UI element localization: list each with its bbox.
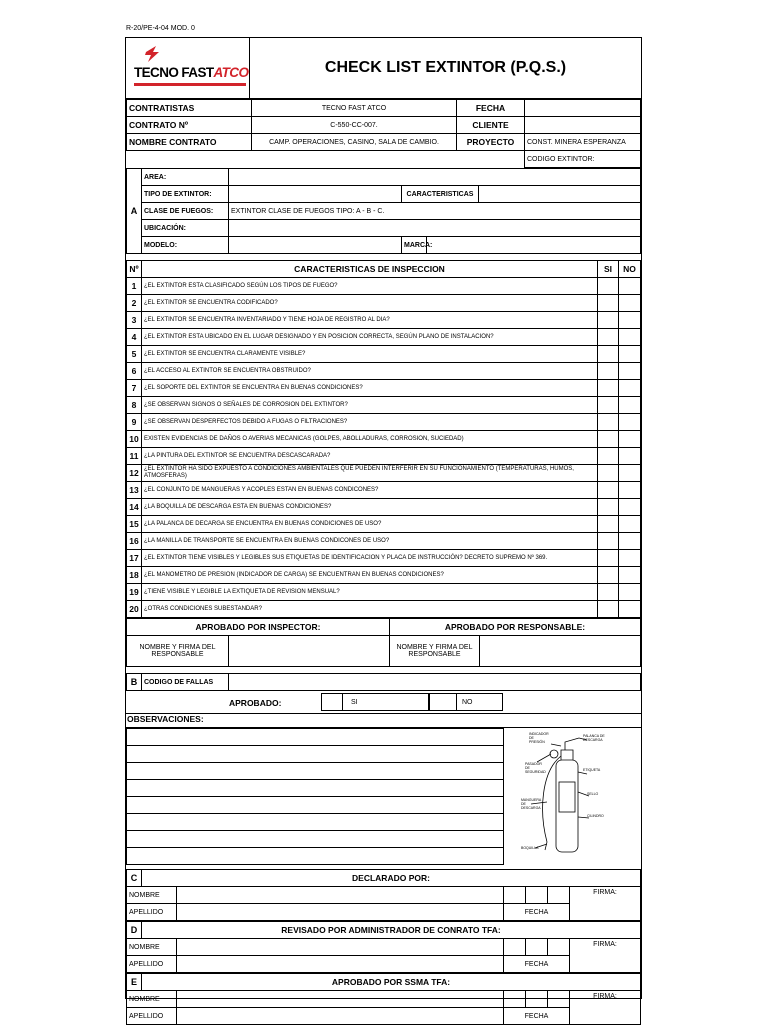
- diagram-label: ETIQUETA: [583, 768, 601, 772]
- firma-label: FIRMA:: [593, 993, 617, 1000]
- marca-label: MARCA:: [402, 237, 427, 254]
- observaciones-label: OBSERVACIONES:: [126, 713, 641, 727]
- fecha-day-field[interactable]: [504, 939, 526, 956]
- section-letter: C: [127, 870, 142, 887]
- inspection-si-cell[interactable]: [598, 295, 619, 312]
- inspection-question: ¿TIENE VISIBLE Y LEGIBLE LA EXTIQUETA DE REVISION MENSUAL?: [142, 584, 598, 601]
- inspection-question: ¿EL EXTINTOR ESTA CLASIFICADO SEGÚN LOS TIPOS DE FUEGO?: [142, 278, 598, 295]
- inspection-no-cell[interactable]: [619, 278, 641, 295]
- inspection-row: [127, 414, 641, 431]
- nombre-label: NOMBRE: [127, 887, 177, 904]
- inspection-number: 3: [127, 312, 142, 329]
- marca-field[interactable]: [427, 237, 641, 254]
- proyecto-value[interactable]: CONST. MINERA ESPERANZA: [525, 134, 641, 151]
- area-label: AREA:: [142, 169, 229, 186]
- inspection-question: ¿SE OBSERVAN DESPERFECTOS DEBIDO A FUGAS O FILTRACIONES?: [142, 414, 598, 431]
- inspection-no-cell[interactable]: [619, 346, 641, 363]
- logo-text-atco: ATCO: [213, 65, 249, 80]
- inspection-question: ¿EL EXTINTOR SE ENCUENTRA CLARAMENTE VISIBLE?: [142, 346, 598, 363]
- page-title: CHECK LIST EXTINTOR (P.Q.S.): [324, 59, 567, 76]
- clase-fuegos-value[interactable]: EXTINTOR CLASE DE FUEGOS TIPO: A - B - C.: [229, 203, 641, 220]
- inspection-row: [127, 329, 641, 346]
- inspection-no-cell[interactable]: [619, 380, 641, 397]
- inspection-no-cell[interactable]: [619, 516, 641, 533]
- section-b-table: [126, 673, 641, 691]
- observaciones-lines: [126, 728, 504, 865]
- contract-info-table: [126, 99, 641, 168]
- inspection-si-cell[interactable]: [598, 584, 619, 601]
- modelo-label: MODELO:: [142, 237, 229, 254]
- nombre-field[interactable]: [177, 991, 504, 1008]
- inspection-si-cell[interactable]: [598, 550, 619, 567]
- inspection-si-cell[interactable]: [598, 499, 619, 516]
- firma-label: FIRMA:: [593, 941, 617, 948]
- aprobado-si-checkbox[interactable]: [321, 693, 343, 711]
- observacion-line[interactable]: [127, 797, 504, 814]
- inspection-no-cell[interactable]: [619, 584, 641, 601]
- inspection-row: [127, 448, 641, 465]
- section-b-letter: B: [127, 674, 142, 691]
- inspection-no-cell[interactable]: [619, 499, 641, 516]
- inspection-row: [127, 295, 641, 312]
- codigo-fallas-label: CODIGO DE FALLAS: [142, 674, 229, 691]
- inspection-number: 10: [127, 431, 142, 448]
- cliente-label: CLIENTE: [457, 117, 525, 134]
- inspection-items: [127, 278, 641, 618]
- inspection-si-cell[interactable]: [598, 329, 619, 346]
- inspection-row: [127, 584, 641, 601]
- ubicacion-field[interactable]: [229, 220, 641, 237]
- observacion-line[interactable]: [127, 763, 504, 780]
- inspector-firma-label: NOMBRE Y FIRMA DEL RESPONSABLE: [127, 636, 229, 667]
- inspection-question: ¿LA PALANCA DE DECARGA SE ENCUENTRA EN BUENAS CONDICIONES DE USO?: [142, 516, 598, 533]
- section-title: DECLARADO POR:: [142, 870, 641, 887]
- logo-text: [134, 65, 248, 80]
- firma-field[interactable]: [570, 939, 641, 973]
- inspection-row: [127, 278, 641, 295]
- diagram-label: BOQUILLA: [521, 846, 539, 850]
- fecha-year-field[interactable]: [548, 939, 570, 956]
- inspection-row: [127, 465, 641, 482]
- section-title: REVISADO POR ADMINISTRADOR DE CONRATO TFA:: [142, 922, 641, 939]
- inspection-question: ¿EL EXTINTOR HA SIDO EXPUESTO A CONDICIONES AMBIENTALES QUE PUEDEN INTERFERIR EN SU FUNCIONAMIENTO (TEMPERATURAS, HUMOS, ATMOSFERAS): [142, 465, 598, 482]
- signoff-table: [126, 869, 641, 921]
- firma-label: FIRMA:: [593, 889, 617, 896]
- responsable-firma-label: NOMBRE Y FIRMA DEL RESPONSABLE: [390, 636, 480, 667]
- inspection-row: [127, 601, 641, 618]
- inspector-firma-field[interactable]: [229, 636, 390, 667]
- inspection-number: 17: [127, 550, 142, 567]
- diagram-label: CILINDRO: [587, 814, 604, 818]
- inspection-no-cell[interactable]: [619, 312, 641, 329]
- apellido-field[interactable]: [177, 1008, 504, 1025]
- inspection-row: [127, 363, 641, 380]
- area-field[interactable]: [229, 169, 641, 186]
- inspection-number: 14: [127, 499, 142, 516]
- inspection-question: ¿LA BOQUILLA DE DESCARGA ESTA EN BUENAS CONDICIONES?: [142, 499, 598, 516]
- inspection-row: [127, 516, 641, 533]
- diagram-label: SELLO: [587, 792, 599, 796]
- inspection-number: 11: [127, 448, 142, 465]
- fecha-label: FECHA: [504, 956, 570, 973]
- checklist-sheet: [125, 37, 642, 1020]
- inspection-number: 2: [127, 295, 142, 312]
- inspection-si-cell[interactable]: [598, 516, 619, 533]
- diagram-label: MANGUERA DE DESCARGA: [521, 798, 542, 810]
- inspection-si-cell[interactable]: [598, 533, 619, 550]
- section-letter: D: [127, 922, 142, 939]
- aprobado-si-label: SI: [343, 693, 429, 711]
- inspection-si-cell[interactable]: [598, 414, 619, 431]
- inspection-question: ¿EL CONJUNTO DE MANGUERAS Y ACOPLES ESTAN EN BUENAS CONDICONES?: [142, 482, 598, 499]
- observacion-line[interactable]: [127, 780, 504, 797]
- inspection-no-cell[interactable]: [619, 431, 641, 448]
- firma-field[interactable]: [570, 887, 641, 921]
- nombre-contrato-label: NOMBRE CONTRATO: [127, 134, 252, 151]
- nombre-field[interactable]: [177, 939, 504, 956]
- inspection-no-cell[interactable]: [619, 448, 641, 465]
- inspection-question: ¿EL EXTINTOR ESTA UBICADO EN EL LUGAR DESIGNADO Y EN POSICION CORRECTA, SEGÚN PLANO DE INSTALACION?: [142, 329, 598, 346]
- aprobado-inspector-label: APROBADO POR INSPECTOR:: [127, 619, 390, 636]
- observacion-line[interactable]: [127, 814, 504, 831]
- fecha-month-field[interactable]: [526, 939, 548, 956]
- signoff-table: [126, 921, 641, 973]
- inspection-question: ¿EL EXTINTOR SE ENCUENTRA CODIFICADO?: [142, 295, 598, 312]
- codigo-fallas-field[interactable]: [229, 674, 641, 691]
- aprobado-no-label: NO: [457, 693, 503, 711]
- blank-cell: [127, 151, 525, 168]
- inspection-row: [127, 533, 641, 550]
- modelo-field[interactable]: [229, 237, 402, 254]
- inspection-si-cell[interactable]: [598, 482, 619, 499]
- inspection-no-cell[interactable]: [619, 414, 641, 431]
- inspection-no-cell[interactable]: [619, 295, 641, 312]
- logo-text-tecnofast: TECNO FAST: [134, 65, 214, 80]
- inspection-question: ¿LA PINTURA DEL EXTINTOR SE ENCUENTRA DESCASCARADA?: [142, 448, 598, 465]
- inspection-no-cell[interactable]: [619, 550, 641, 567]
- diagram-label: INDICADOR DE PRESIÓN: [529, 732, 549, 744]
- apellido-label: APELLIDO: [127, 956, 177, 973]
- section-a-table: [126, 168, 641, 254]
- inspection-row: [127, 567, 641, 584]
- inspection-row: [127, 550, 641, 567]
- cliente-field[interactable]: [525, 117, 641, 134]
- nombre-contrato-value[interactable]: CAMP. OPERACIONES, CASINO, SALA DE CAMBIO.: [252, 134, 457, 151]
- contratistas-label: CONTRATISTAS: [127, 100, 252, 117]
- inspection-si-cell[interactable]: [598, 448, 619, 465]
- inspection-row: [127, 346, 641, 363]
- aprobado-row: [126, 691, 641, 713]
- company-logo: [126, 38, 250, 98]
- inspection-number: 8: [127, 397, 142, 414]
- observaciones-area: [126, 727, 641, 864]
- fecha-day-field[interactable]: [504, 991, 526, 1008]
- caracteristicas-field[interactable]: [479, 186, 641, 203]
- diagram-labels: [521, 732, 611, 858]
- fecha-label: FECHA: [504, 904, 570, 921]
- signoff-table: [126, 973, 641, 1025]
- aprobado-no-checkbox[interactable]: [429, 693, 457, 711]
- inspection-title: CARACTERISTICAS DE INSPECCION: [142, 261, 598, 278]
- inspection-row: [127, 482, 641, 499]
- inspection-number: 9: [127, 414, 142, 431]
- inspection-question: ¿EL SOPORTE DEL EXTINTOR SE ENCUENTRA EN BUENAS CONDICIONES?: [142, 380, 598, 397]
- inspection-table: [126, 260, 641, 618]
- ubicacion-label: UBICACIÓN:: [142, 220, 229, 237]
- inspection-no-cell[interactable]: [619, 482, 641, 499]
- inspection-row: [127, 397, 641, 414]
- inspection-number: 13: [127, 482, 142, 499]
- contratistas-value[interactable]: TECNO FAST ATCO: [252, 100, 457, 117]
- num-header: Nº: [127, 261, 142, 278]
- inspection-no-cell[interactable]: [619, 363, 641, 380]
- inspection-question: ¿SE OBSERVAN SIGNOS O SEÑALES DE CORROSION DEL EXTINTOR?: [142, 397, 598, 414]
- fecha-month-field[interactable]: [526, 991, 548, 1008]
- nombre-field[interactable]: [177, 887, 504, 904]
- no-header: NO: [619, 261, 641, 278]
- observacion-line[interactable]: [127, 831, 504, 848]
- fecha-year-field[interactable]: [548, 991, 570, 1008]
- inspection-question: ¿EL EXTINTOR TIENE VISIBLES Y LEGIBLES SUS ETIQUETAS DE IDENTIFICACION Y PLACA DE INSTRUCCIÓN? DECRETO SUPREMO Nº 369.: [142, 550, 598, 567]
- inspection-number: 7: [127, 380, 142, 397]
- inspection-no-cell[interactable]: [619, 533, 641, 550]
- inspection-row: [127, 431, 641, 448]
- inspection-si-cell[interactable]: [598, 397, 619, 414]
- observacion-line[interactable]: [127, 746, 504, 763]
- apellido-label: APELLIDO: [127, 904, 177, 921]
- inspection-si-cell[interactable]: [598, 312, 619, 329]
- aprobado-label: APROBADO:: [229, 698, 282, 708]
- signoff-sections: [126, 869, 641, 1025]
- inspection-no-cell[interactable]: [619, 567, 641, 584]
- inspection-no-cell[interactable]: [619, 465, 641, 482]
- contrato-label: CONTRATO Nº: [127, 117, 252, 134]
- nombre-label: NOMBRE: [127, 939, 177, 956]
- fecha-field[interactable]: [525, 100, 641, 117]
- inspection-row: [127, 312, 641, 329]
- inspection-si-cell[interactable]: [598, 380, 619, 397]
- inspection-row: [127, 499, 641, 516]
- inspection-si-cell[interactable]: [598, 567, 619, 584]
- section-title: APROBADO POR SSMA TFA:: [142, 974, 641, 991]
- proyecto-label: PROYECTO: [457, 134, 525, 151]
- si-header: SI: [598, 261, 619, 278]
- inspection-number: 4: [127, 329, 142, 346]
- inspection-question: ¿EL ACCESO AL EXTINTOR SE ENCUENTRA OBSTRUIDO?: [142, 363, 598, 380]
- inspection-number: 12: [127, 465, 142, 482]
- inspection-si-cell[interactable]: [598, 431, 619, 448]
- diagram-label: PASADOR DE SEGURIDAD: [525, 762, 546, 774]
- apellido-label: APELLIDO: [127, 1008, 177, 1025]
- inspection-number: 1: [127, 278, 142, 295]
- inspection-number: 18: [127, 567, 142, 584]
- tipo-extintor-label: TIPO DE EXTINTOR:: [142, 186, 229, 203]
- fecha-year-field[interactable]: [548, 887, 570, 904]
- inspection-no-cell[interactable]: [619, 601, 641, 618]
- firma-field[interactable]: [570, 991, 641, 1025]
- fecha-month-field[interactable]: [526, 887, 548, 904]
- inspection-si-cell[interactable]: [598, 465, 619, 482]
- apellido-field[interactable]: [177, 904, 504, 921]
- inspection-question: ¿OTRAS CONDICIONES SUBESTANDAR?: [142, 601, 598, 618]
- aprobado-responsable-label: APROBADO POR RESPONSABLE:: [390, 619, 641, 636]
- fecha-label: FECHA: [504, 1008, 570, 1025]
- inspection-number: 6: [127, 363, 142, 380]
- inspection-question: EXISTEN EVIDENCIAS DE DAÑOS O AVERIAS MECANICAS (GOLPES, ABOLLADURAS, CORROSION, SUCIEDAD): [142, 431, 598, 448]
- tipo-extintor-field[interactable]: [229, 186, 402, 203]
- apellido-field[interactable]: [177, 956, 504, 973]
- section-letter: E: [127, 974, 142, 991]
- document-code: R-20/PE-4-04 MOD. 0: [126, 25, 195, 32]
- inspection-number: 5: [127, 346, 142, 363]
- approvals-table: [126, 618, 641, 667]
- header-band: [126, 38, 641, 99]
- observacion-line[interactable]: [127, 729, 504, 746]
- diagram-label: PALANCA DE DESCARGA: [583, 734, 605, 742]
- inspection-si-cell[interactable]: [598, 278, 619, 295]
- caracteristicas-label: CARACTERISTICAS: [402, 186, 479, 203]
- nombre-label: NOMBRE: [127, 991, 177, 1008]
- fecha-label: FECHA: [457, 100, 525, 117]
- inspection-question: ¿EL MANOMETRO DE PRESION (INDICADOR DE CARGA) SE ENCUENTRAN EN BUENAS CONDICIONES?: [142, 567, 598, 584]
- observacion-line[interactable]: [127, 848, 504, 865]
- inspection-number: 19: [127, 584, 142, 601]
- inspection-row: [127, 380, 641, 397]
- inspection-number: 16: [127, 533, 142, 550]
- section-a-letter: A: [127, 169, 142, 254]
- inspection-number: 15: [127, 516, 142, 533]
- contrato-value[interactable]: C-550-CC-007.: [252, 117, 457, 134]
- codigo-extintor-label[interactable]: CODIGO EXTINTOR:: [525, 151, 641, 168]
- inspection-no-cell[interactable]: [619, 329, 641, 346]
- fecha-day-field[interactable]: [504, 887, 526, 904]
- inspection-no-cell[interactable]: [619, 397, 641, 414]
- inspection-question: ¿EL EXTINTOR SE ENCUENTRA INVENTARIADO Y TIENE HOJA DE REGISTRO AL DIA?: [142, 312, 598, 329]
- inspection-number: 20: [127, 601, 142, 618]
- clase-fuegos-label: CLASE DE FUEGOS:: [142, 203, 229, 220]
- inspection-si-cell[interactable]: [598, 601, 619, 618]
- inspection-si-cell[interactable]: [598, 346, 619, 363]
- responsable-firma-field[interactable]: [480, 636, 641, 667]
- inspection-si-cell[interactable]: [598, 363, 619, 380]
- inspection-question: ¿LA MANILLA DE TRANSPORTE SE ENCUENTRA EN BUENAS CONDICONES DE USO?: [142, 533, 598, 550]
